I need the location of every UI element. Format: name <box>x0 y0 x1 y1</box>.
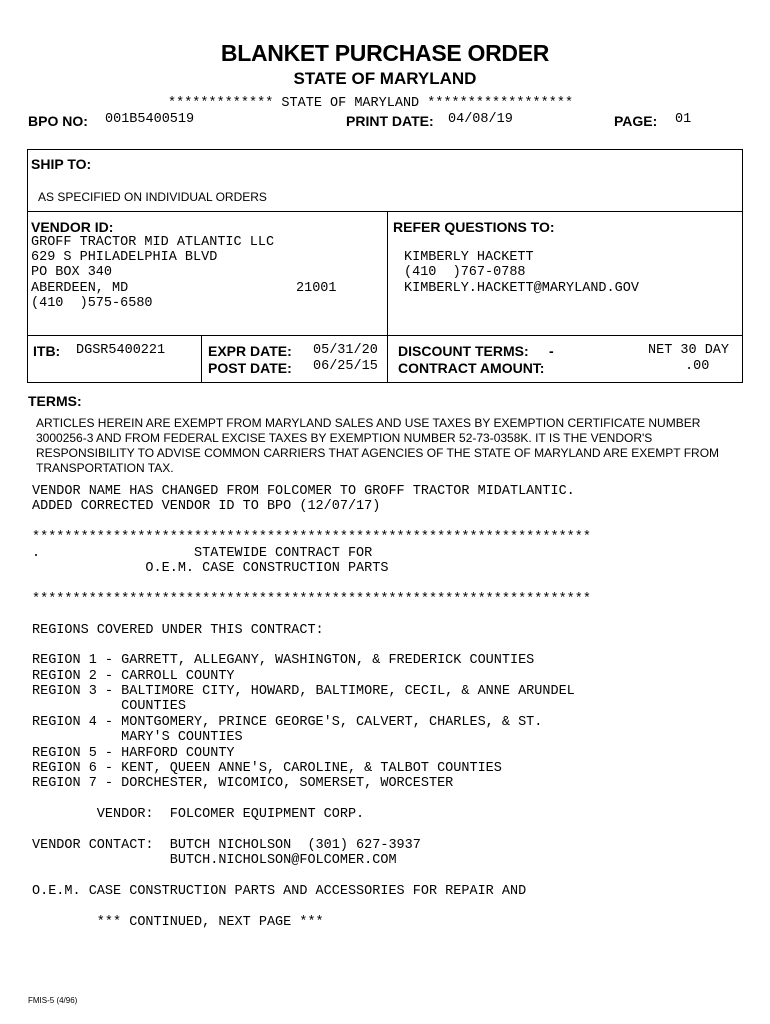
body-line: REGION 3 - BALTIMORE CITY, HOWARD, BALTIMORE, CECIL, & ANNE ARUNDEL <box>32 684 575 700</box>
discount-terms-dash: - <box>549 343 554 359</box>
post-date-label: POST DATE: <box>208 360 292 376</box>
body-line: REGION 4 - MONTGOMERY, PRINCE GEORGE'S, CALVERT, CHARLES, & ST. <box>32 714 543 730</box>
post-date-value: 06/25/15 <box>313 359 378 374</box>
body-line: O.E.M. CASE CONSTRUCTION PARTS <box>32 560 389 576</box>
body-line <box>32 792 591 807</box>
bpo-label: BPO NO: <box>28 113 88 129</box>
itb-label: ITB: <box>33 343 61 359</box>
body-line <box>32 638 591 653</box>
terms-label: TERMS: <box>28 393 82 409</box>
body-line: REGIONS COVERED UNDER THIS CONTRACT: <box>32 622 324 638</box>
ship-to-value: AS SPECIFIED ON INDIVIDUAL ORDERS <box>38 190 267 204</box>
body-line: ADDED CORRECTED VENDOR ID TO BPO (12/07/17) <box>32 499 381 515</box>
divider <box>201 335 202 383</box>
vendor-zip: 21001 <box>296 281 337 296</box>
terms-text: ARTICLES HEREIN ARE EXEMPT FROM MARYLAND SALES AND USE TAXES BY EXEMPTION CERTIFICATE NUMBER 3000256-3 AND FROM FEDERAL EXCISE TAXES BY EXEMPTION NUMBER 52-73-0358K. IT IS THE VENDOR'S RESPONSIBILITY TO ADVISE COMMON CARRIERS THAT AGENCIES OF THE STATE OF MARYLAND ARE EXEMPT FROM TRANSPORTATION TAX. <box>36 416 720 475</box>
form-id: FMIS-5 (4/96) <box>28 996 78 1005</box>
body-line <box>32 607 591 622</box>
refer-questions-label: REFER QUESTIONS TO: <box>393 219 555 235</box>
body-line <box>32 576 591 591</box>
body-line: REGION 2 - CARROLL COUNTY <box>32 668 235 684</box>
expr-date-value: 05/31/20 <box>313 343 378 358</box>
document-title: BLANKET PURCHASE ORDER <box>220 40 550 66</box>
refer-name: KIMBERLY HACKETT <box>404 250 534 265</box>
refer-phone: (410 )767-0788 <box>404 265 526 280</box>
print-date-label: PRINT DATE: <box>346 113 434 129</box>
ship-to-label: SHIP TO: <box>31 156 92 172</box>
body-line: REGION 7 - DORCHESTER, WICOMICO, SOMERSET, WORCESTER <box>32 776 454 792</box>
body-line <box>32 823 591 838</box>
contract-amount-label: CONTRACT AMOUNT: <box>398 360 545 376</box>
divider <box>387 211 388 383</box>
discount-terms-label: DISCOUNT TERMS: <box>398 343 529 359</box>
body-line: BUTCH.NICHOLSON@FOLCOMER.COM <box>32 853 397 869</box>
body-line: VENDOR CONTACT: BUTCH NICHOLSON (301) 627-3937 <box>32 837 421 853</box>
body-line: O.E.M. CASE CONSTRUCTION PARTS AND ACCESSORIES FOR REPAIR AND <box>32 884 527 900</box>
vendor-id-label: VENDOR ID: <box>31 219 114 235</box>
body-line: COUNTIES <box>32 699 186 715</box>
bpo-number: 001B5400519 <box>105 112 195 127</box>
discount-terms-value: NET 30 DAY <box>648 343 730 358</box>
body-text <box>32 484 591 930</box>
body-line: VENDOR: FOLCOMER EQUIPMENT CORP. <box>32 807 365 823</box>
body-line: MARY'S COUNTIES <box>32 730 243 746</box>
vendor-phone: (410 )575-6580 <box>31 296 153 311</box>
refer-email: KIMBERLY.HACKETT@MARYLAND.GOV <box>404 281 639 296</box>
body-line: REGION 5 - HARFORD COUNTY <box>32 745 235 761</box>
contract-amount-value: .00 <box>685 359 710 374</box>
body-line <box>32 900 591 915</box>
body-line: REGION 6 - KENT, QUEEN ANNE'S, CAROLINE, & TALBOT COUNTIES <box>32 761 502 777</box>
vendor-address1: 629 S PHILADELPHIA BLVD <box>31 250 218 265</box>
body-line: VENDOR NAME HAS CHANGED FROM FOLCOMER TO GROFF TRACTOR MIDATLANTIC. <box>32 484 575 499</box>
body-line: . STATEWIDE CONTRACT FOR <box>32 545 373 561</box>
body-line: ********************************************************************* <box>32 591 591 607</box>
vendor-address2: PO BOX 340 <box>31 265 113 280</box>
body-line <box>32 869 591 884</box>
body-line: REGION 1 - GARRETT, ALLEGANY, WASHINGTON, & FREDERICK COUNTIES <box>32 653 535 669</box>
vendor-city-state: ABERDEEN, MD <box>31 281 129 296</box>
body-line: *** CONTINUED, NEXT PAGE *** <box>32 914 324 930</box>
document-subtitle: STATE OF MARYLAND <box>293 69 477 88</box>
divider <box>27 335 743 336</box>
banner-line: ************* STATE OF MARYLAND ****************** <box>168 96 574 111</box>
page-label: PAGE: <box>614 113 658 129</box>
divider <box>27 211 743 212</box>
vendor-name: GROFF TRACTOR MID ATLANTIC LLC <box>31 235 275 250</box>
body-line: ********************************************************************* <box>32 530 591 546</box>
itb-value: DGSR5400221 <box>76 343 166 358</box>
body-line <box>32 515 591 530</box>
page-number: 01 <box>675 112 692 127</box>
expr-date-label: EXPR DATE: <box>208 343 292 359</box>
print-date-value: 04/08/19 <box>448 112 513 127</box>
